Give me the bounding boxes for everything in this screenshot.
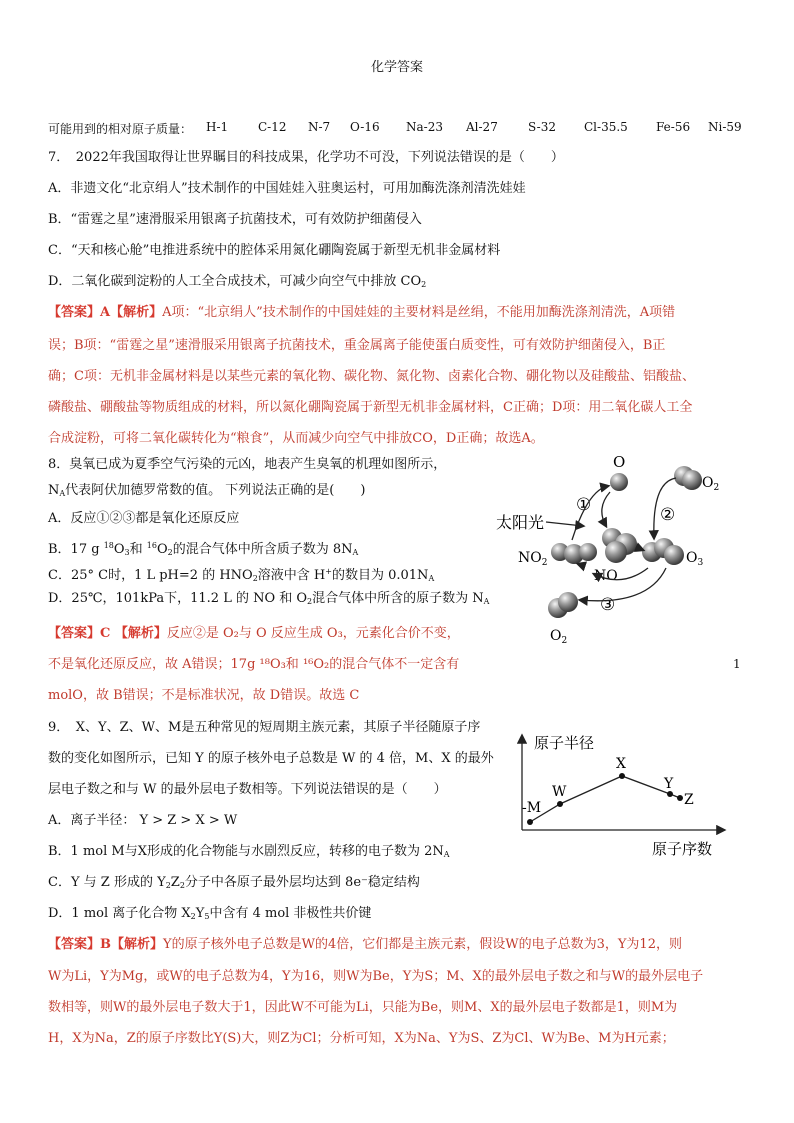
reaction-3-label: ③ [600,595,616,615]
label-y: Y [664,776,674,792]
q8-answer-line-1: 【答案】C 【解析】反应②是 O₂与 O 反应生成 O₃，元素化合价不变， [48,626,460,641]
masses-label: 可能用到的相对原子质量： [48,122,193,136]
mass-na: Na-23 [406,120,443,134]
o-atom-icon [610,473,628,491]
answer-tag: 【答案】C 【解析】 [48,626,167,641]
point-x [619,773,625,779]
q7-answer-line-4: 磷酸盐、硼酸盐等物质组成的材料，所以氮化硼陶瓷属于新型无机非金属材料，C正确；D项：用二氧化碳人工全 [48,400,693,415]
q7-stem: 7． 2022年我国取得让世界瞩目的科技成果，化学功不可没，下列说法错误的是（ ） [48,150,564,165]
q9-option-d: D．1 mol 离子化合物 $X_2Y_5$中含有 4 mol 非极性共价键 [48,906,372,921]
answer-tag: 【答案】A【解析】 [48,305,163,320]
mass-s: S-32 [528,120,556,134]
sunlight-label: 太阳光 [496,513,545,532]
page-title: 化学答案 [370,60,423,75]
q9-stem-3: 层电子数之和与 W 的最外层电子数相等。下列说法错误的是（ ） [48,782,447,797]
q9-stem-2: 数的变化如图所示，已知 Y 的原子核外电子总数是 W 的 4 倍，M、X 的最外 [48,751,494,766]
point-w [557,801,563,807]
atomic-masses-line [48,120,748,137]
q8-option-d: D．25℃，101kPa下，11.2 L 的 NO 和 $O_2$混合气体中所含的原子数为 $N_A$ [48,591,490,606]
q9-option-a: A．离子半径： Y > Z > X > W [48,813,238,828]
q8-answer-line-3: molO，故 B错误；不是标准状况，故 D错误。故选 C [48,688,360,703]
q7-answer-line-5: 合成淀粉，可将二氧化碳转化为“粮食”，从而减少向空气中排放CO，D正确；故选A。 [48,431,544,446]
q9-answer-line-4: H，X为Na，Z的原子序数比Y(S)大，则Z为Cl；分析可知，X为Na、Y为S、Z为Cl、W为Be、M为H元素； [48,1031,675,1046]
label-no: NO [594,568,618,584]
q8-stem-1: 8．臭氧已成为夏季空气污染的元凶，地表产生臭氧的机理如图所示， [48,457,447,472]
mass-n: N-7 [308,120,331,134]
q8-option-b: B．17 g $^{18}O_3$和 $^{16}O_2$的混合气体中所含质子数为 $8N_A$ [48,541,359,557]
mass-h: H-1 [206,120,229,134]
mass-ni: Ni-59 [708,120,742,134]
label-no2: $NO_2$ [518,550,548,568]
y-axis-label: 原子半径 [534,734,595,752]
answer-tag: 【答案】B【解析】 [48,937,163,952]
label-x: X [616,756,626,772]
reaction-1-label: ① [576,495,592,515]
page-number: 1 [733,657,741,671]
q7-option-a: A．非遗文化“北京绢人”技术制作的中国娃娃入驻奥运村，可用加酶洗涤剂清洗娃娃 [48,181,526,196]
ozone-mechanism-diagram [488,456,748,656]
mass-o: O-16 [350,120,380,134]
point-z [677,795,683,801]
q8-answer-line-2: 不是氧化还原反应，故 A错误；17g ¹⁸O₃和 ¹⁶O₂的混合气体不一定含有 [48,657,460,672]
q9-answer-line-1: 【答案】B【解析】Y的原子核外电子总数是W的4倍，它们都是主族元素，假设W的电子总数为3，Y为12，则 [48,937,682,952]
label-w: W [552,784,567,800]
reaction-2-label: ② [660,505,676,525]
x-axis-label: 原子序数 [652,840,713,858]
label-o3: $O_3$ [686,550,704,568]
mass-fe: Fe-56 [656,120,691,134]
q7-answer-line-1: 【答案】A【解析】A项：“北京绢人”技术制作的中国娃娃的主要材料是丝绢，不能用加酶洗涤剂清洗，A项错 [48,305,676,320]
mass-al: Al-27 [466,120,498,134]
q8-option-c: C．25° C时，1 L pH=2 的 $HNO_2$溶液中含 H+的数目为 $0.01N_A$ [48,567,435,583]
q7-answer-line-2: 误；B项：“雷霆之星”速滑服采用银离子抗菌技术，重金属离子能使蛋白质变性，可有效防护细菌侵入，B正 [48,338,666,353]
q7-option-c: C．“天和核心舱”电推进系统中的腔体采用氮化硼陶瓷属于新型无机非金属材料 [48,243,501,258]
label-o2-bottom: $O_2$ [550,628,568,646]
q8-stem-2: $N_A$代表阿伏加德罗常数的值。 下列说法正确的是( ) [48,483,366,498]
q9-stem-1: 9． X、Y、Z、W、M是五种常见的短周期主族元素，其原子半径随原子序 [48,720,481,735]
label-z: Z [684,792,694,808]
atomic-radius-graph [508,726,744,866]
q9-option-b: B．1 mol M与X形成的化合物能与水剧烈反应，转移的电子数为 $2N_A$ [48,844,450,859]
q8-option-a: A．反应①②③都是氧化还原反应 [48,511,240,526]
label-o2-top: $O_2$ [702,475,720,493]
label-m: -M [522,800,542,816]
mass-c: C-12 [258,120,287,134]
label-o: O [613,456,626,471]
q9-answer-line-2: W为Li，Y为Mg，或W的电子总数为4，Y为16，则W为Be，Y为S；M、X的最外层电子数之和与W的最外层电子 [48,969,704,984]
q7-option-b: B．“雷霆之星”速滑服采用银离子抗菌技术，可有效防护细菌侵入 [48,212,422,227]
q7-answer-line-3: 确；C项：无机非金属材料是以某些元素的氧化物、碳化物、氮化物、卤素化合物、硼化物以及硅酸盐、铝酸盐、 [48,369,695,384]
q9-answer-line-3: 数相等，则W的最外层电子数大于1，因此W不可能为Li，只能为Be，则M、X的最外层电子数都是1，则M为 [48,1000,678,1015]
mass-cl: Cl-35.5 [584,120,628,134]
q7-option-d: D．二氧化碳到淀粉的人工全合成技术，可减少向空气中排放 $CO_2$ [48,274,427,289]
q9-option-c: C．Y 与 Z 形成的 $Y_2Z_2$分子中各原子最外层均达到 8e⁻稳定结构 [48,875,420,890]
point-m [527,819,533,825]
